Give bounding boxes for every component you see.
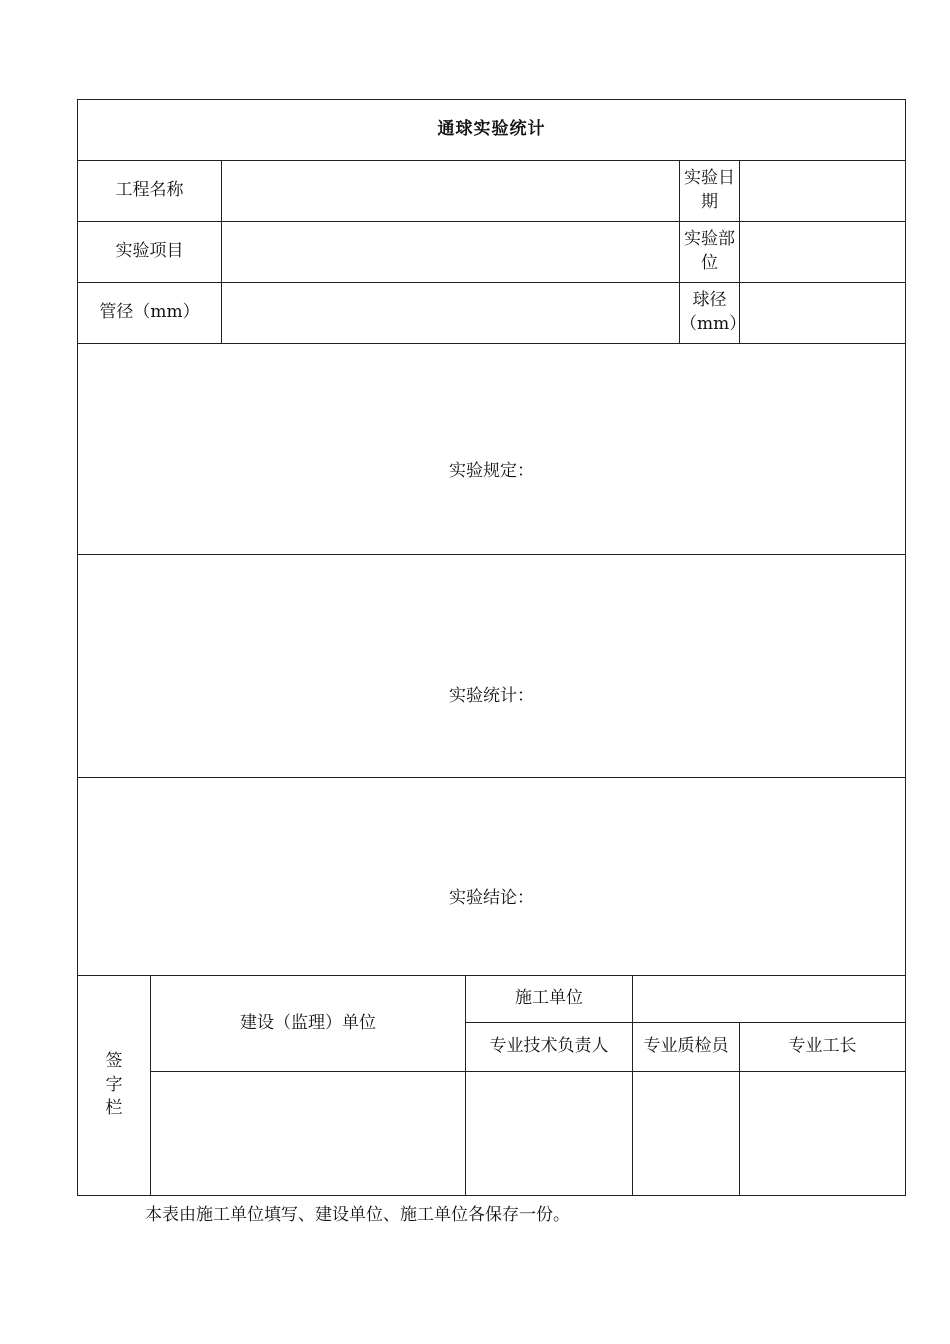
info-row-item [78, 222, 906, 283]
signature-title-char-1: 签 [105, 1050, 123, 1071]
test-date-field[interactable] [740, 161, 906, 222]
ball-diameter-label [680, 283, 747, 344]
pipe-diameter-field[interactable] [222, 283, 680, 344]
tech-lead-signature[interactable] [466, 1072, 633, 1196]
conclusion-label: 实验结论： [449, 888, 535, 909]
foreman-label: 专业工长 [740, 1023, 906, 1072]
quality-inspector-signature[interactable] [633, 1072, 740, 1196]
signature-title-char-3: 栏 [105, 1098, 123, 1119]
construction-unit-label: 施工单位 [466, 976, 633, 1023]
project-name-field[interactable] [222, 161, 680, 222]
foreman-signature[interactable] [740, 1072, 906, 1196]
construction-unit-field[interactable] [633, 976, 906, 1023]
owner-unit-label: 建设（监理）单位 [151, 976, 466, 1072]
ball-diameter-label-line2: （mm） [680, 314, 747, 334]
test-date-label: 实验日期 [680, 161, 740, 222]
test-location-field[interactable] [740, 222, 906, 283]
rules-label: 实验规定： [449, 460, 535, 481]
test-form-sheet [77, 99, 905, 1196]
footer-note: 本表由施工单位填写、建设单位、施工单位各保存一份。 [145, 1205, 570, 1225]
owner-unit-signature[interactable] [151, 1072, 466, 1196]
conclusion-section[interactable] [78, 778, 906, 976]
ball-diameter-field[interactable] [740, 283, 906, 344]
signature-column-title [78, 976, 151, 1196]
test-item-label: 实验项目 [78, 222, 222, 283]
info-row-diameter [78, 283, 906, 344]
info-row-project [78, 161, 906, 222]
tech-lead-label: 专业技术负责人 [466, 1023, 633, 1072]
pipe-diameter-label: 管径（mm） [78, 283, 222, 344]
form-title: 通球实验统计 [78, 100, 906, 161]
signature-title-char-2: 字 [105, 1074, 123, 1095]
test-item-field[interactable] [222, 222, 680, 283]
statistics-label: 实验统计： [449, 686, 535, 707]
quality-inspector-label: 专业质检员 [633, 1023, 740, 1072]
project-name-label: 工程名称 [78, 161, 222, 222]
ball-diameter-label-line1: 球径 [692, 290, 727, 311]
rules-section[interactable] [78, 344, 906, 555]
test-location-label: 实验部位 [680, 222, 740, 283]
test-form-table [77, 99, 906, 1196]
statistics-section[interactable] [78, 555, 906, 778]
